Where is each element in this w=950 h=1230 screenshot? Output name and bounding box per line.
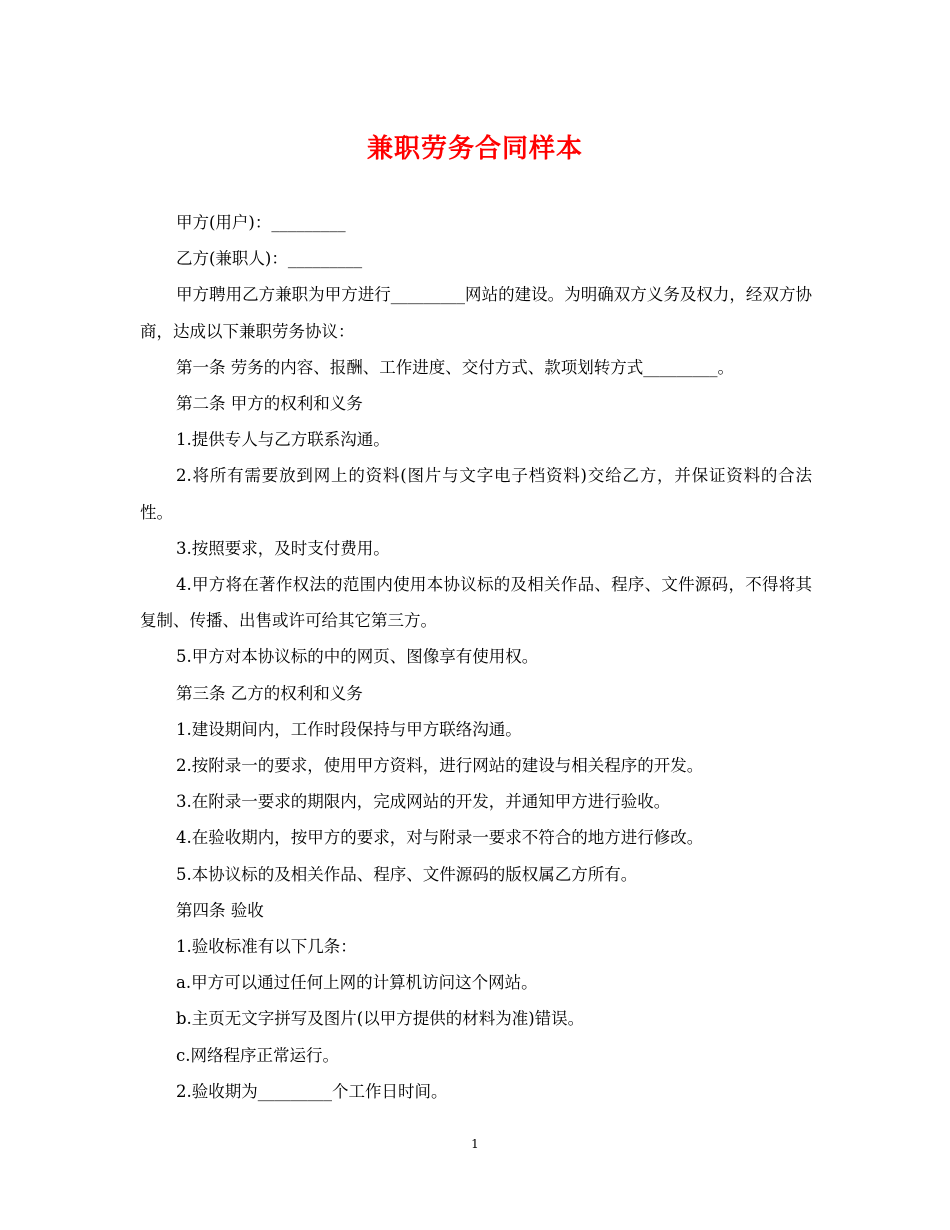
preamble-paragraph: 甲方聘用乙方兼职为甲方进行_________网站的建设。为明确双方义务及权力，经双方协商，达成以下兼职劳务协议： bbox=[140, 285, 812, 341]
article-3-item-4: 4.在验收期内，按甲方的要求，对与附录一要求不符合的地方进行修改。 bbox=[176, 828, 704, 848]
party-a-line: 甲方(用户)：_________ bbox=[176, 213, 346, 232]
page-number: 1 bbox=[471, 1137, 479, 1151]
article-4-heading: 第四条 验收 bbox=[176, 900, 264, 920]
article-3-item-2: 2.按附录一的要求，使用甲方资料，进行网站的建设与相关程序的开发。 bbox=[176, 756, 704, 776]
article-4-item-1a: a.甲方可以通过任何上网的计算机访问这个网站。 bbox=[176, 973, 538, 993]
article-2-heading: 第二条 甲方的权利和义务 bbox=[176, 394, 363, 414]
document-title: 兼职劳务合同样本 bbox=[366, 134, 583, 164]
document-body bbox=[140, 205, 812, 1110]
article-4-item-1b: b.主页无文字拼写及图片(以甲方提供的材料为准)错误。 bbox=[176, 1009, 585, 1029]
article-2-item-2: 2.将所有需要放到网上的资料(图片与文字电子档资料)交给乙方，并保证资料的合法性。 bbox=[140, 466, 812, 522]
article-2-item-1: 1.提供专人与乙方联系沟通。 bbox=[176, 430, 390, 450]
article-4-item-1c: c.网络程序正常运行。 bbox=[176, 1045, 339, 1065]
article-4-item-2: 2.验收期为_________个工作日时间。 bbox=[176, 1081, 448, 1101]
article-3-heading: 第三条 乙方的权利和义务 bbox=[176, 683, 363, 703]
article-4-item-1: 1.验收标准有以下几条： bbox=[176, 937, 357, 957]
article-3-item-3: 3.在附录一要求的期限内，完成网站的开发，并通知甲方进行验收。 bbox=[176, 792, 671, 812]
article-1: 第一条 劳务的内容、报酬、工作进度、交付方式、款项划转方式_________。 bbox=[176, 357, 734, 377]
article-2-item-3: 3.按照要求，及时支付费用。 bbox=[176, 538, 390, 558]
article-2-item-4: 4.甲方将在著作权法的范围内使用本协议标的及相关作品、程序、文件源码，不得将其复制、传播、出售或许可给其它第三方。 bbox=[140, 575, 812, 631]
article-2-item-5: 5.甲方对本协议标的中的网页、图像享有使用权。 bbox=[176, 647, 539, 667]
article-3-item-1: 1.建设期间内，工作时段保持与甲方联络沟通。 bbox=[176, 719, 522, 739]
party-b-line: 乙方(兼职人)：_________ bbox=[176, 249, 363, 269]
article-3-item-5: 5.本协议标的及相关作品、程序、文件源码的版权属乙方所有。 bbox=[176, 864, 638, 884]
